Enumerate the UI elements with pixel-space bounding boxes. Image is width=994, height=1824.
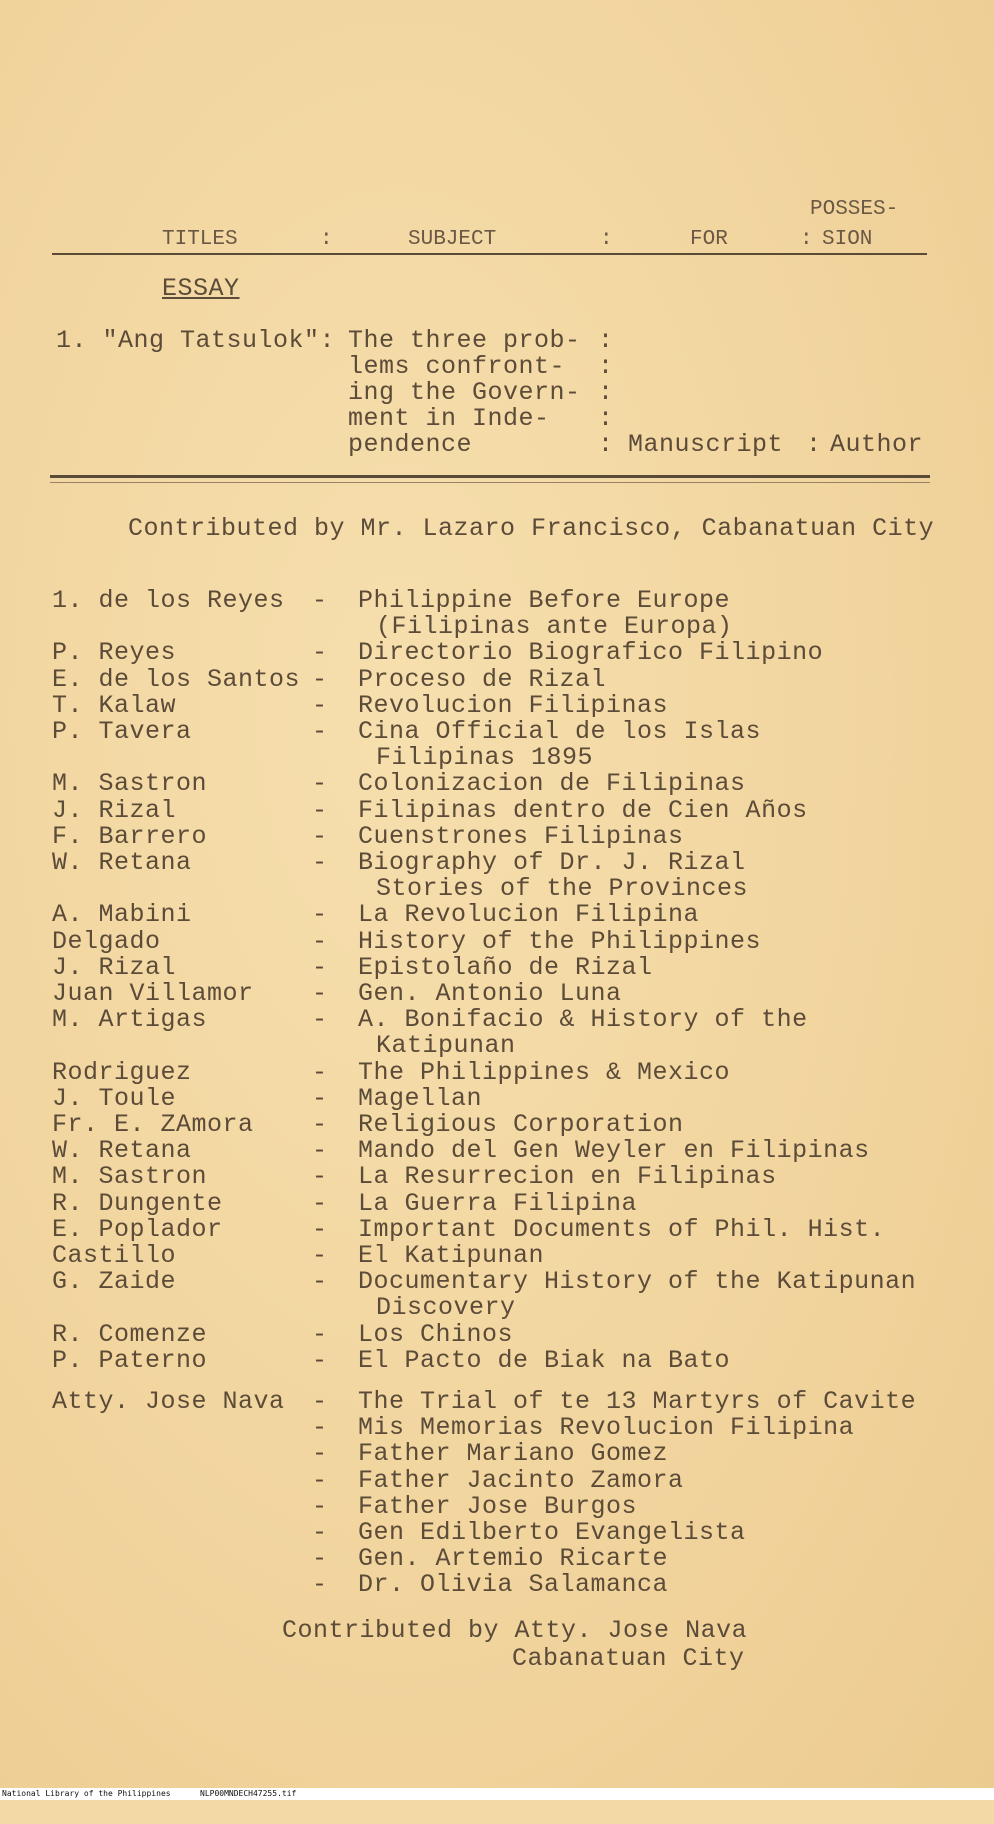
section-rule <box>50 482 930 483</box>
nava-dash: - <box>312 1544 328 1573</box>
essay-colon: : <box>598 326 614 355</box>
book-title: El Pacto de Biak na Bato <box>358 1346 731 1375</box>
book-dash: - <box>312 1346 328 1375</box>
nava-title: Father Jacinto Zamora <box>358 1466 684 1495</box>
book-title: A. Bonifacio & History of the <box>358 1005 808 1034</box>
book-author: E. Poplador <box>52 1215 223 1244</box>
book-dash: - <box>312 1215 328 1244</box>
book-author: M. Artigas <box>52 1005 208 1034</box>
book-title: Magellan <box>358 1084 483 1113</box>
book-dash: - <box>312 1005 328 1034</box>
nava-dash: - <box>312 1518 328 1547</box>
nava-dash: - <box>312 1492 328 1521</box>
subject-header: SUBJECT <box>408 228 497 251</box>
header-separator: : <box>320 228 333 251</box>
book-author: Castillo <box>52 1241 177 1270</box>
header-rule <box>52 253 927 255</box>
essay-heading: ESSAY <box>162 274 240 303</box>
book-title: Los Chinos <box>358 1320 514 1349</box>
book-title: Philippine Before Europe <box>358 586 731 615</box>
nava-title: Gen Edilberto Evangelista <box>358 1518 746 1547</box>
book-dash: - <box>312 1241 328 1270</box>
book-title: Filipinas 1895 <box>376 743 594 772</box>
nava-dash: - <box>312 1570 328 1599</box>
essay-subject-line: ing the Govern- <box>348 378 581 407</box>
book-author: J. Rizal <box>52 796 177 825</box>
book-author: E. de los Santos <box>52 665 301 694</box>
book-title: La Resurrecion en Filipinas <box>358 1162 777 1191</box>
nava-dash: - <box>312 1387 328 1416</box>
nava-dash: - <box>312 1439 328 1468</box>
nava-title: Father Mariano Gomez <box>358 1439 669 1468</box>
possession-header-bottom: SION <box>822 228 873 251</box>
book-author: J. Rizal <box>52 953 177 982</box>
library-label: National Library of the Philippines <box>2 1789 171 1798</box>
book-title: Colonizacion de Filipinas <box>358 769 746 798</box>
nava-dash: - <box>312 1466 328 1495</box>
book-title: Documentary History of the Katipunan <box>358 1267 917 1296</box>
essay-colon: : <box>598 352 614 381</box>
book-dash: - <box>312 1320 328 1349</box>
book-author: 1. de los Reyes <box>52 586 285 615</box>
book-dash: - <box>312 796 328 825</box>
essay-subject-line: lems confront- <box>348 352 566 381</box>
book-dash: - <box>312 822 328 851</box>
book-title: History of the Philippines <box>358 927 762 956</box>
book-dash: - <box>312 717 328 746</box>
book-dash: - <box>312 638 328 667</box>
book-title: Cuenstrones Filipinas <box>358 822 684 851</box>
book-title: Discovery <box>376 1293 516 1322</box>
contribution-line: Contributed by Atty. Jose Nava <box>282 1616 748 1645</box>
book-title: Important Documents of Phil. Hist. <box>358 1215 886 1244</box>
book-title: Directorio Biografico Filipino <box>358 638 824 667</box>
book-title: La Revolucion Filipina <box>358 900 700 929</box>
book-title: Epistolaño de Rizal <box>358 953 653 982</box>
book-author: R. Comenze <box>52 1320 208 1349</box>
book-title: Cina Official de los Islas <box>358 717 762 746</box>
possession-header-top: POSSES- <box>810 198 899 221</box>
essay-subject-line: ment in Inde- <box>348 404 550 433</box>
book-author: T. Kalaw <box>52 691 177 720</box>
essay-colon: : <box>598 378 614 407</box>
book-author: Juan Villamor <box>52 979 254 1008</box>
book-dash: - <box>312 1110 328 1139</box>
book-author: P. Paterno <box>52 1346 208 1375</box>
book-title: La Guerra Filipina <box>358 1189 638 1218</box>
essay-subject-line: The three prob- <box>348 326 581 355</box>
book-dash: - <box>312 586 328 615</box>
book-author: A. Mabini <box>52 900 192 929</box>
book-title: The Philippines & Mexico <box>358 1058 731 1087</box>
header-separator: : <box>600 228 613 251</box>
book-author: W. Retana <box>52 1136 192 1165</box>
book-author: R. Dungente <box>52 1189 223 1218</box>
contribution-city: Cabanatuan City <box>512 1644 745 1673</box>
contribution-line: Contributed by Mr. Lazaro Francisco, Cabanatuan City <box>128 514 935 543</box>
nava-title: Father Jose Burgos <box>358 1492 638 1521</box>
book-title: Proceso de Rizal <box>358 665 607 694</box>
book-dash: - <box>312 769 328 798</box>
essay-entry-title: 1. "Ang Tatsulok": <box>56 326 336 355</box>
titles-header: TITLES <box>162 228 238 251</box>
essay-subject-line: pendence <box>348 430 473 459</box>
book-title: Biography of Dr. J. Rizal <box>358 848 746 877</box>
book-title: Revolucion Filipinas <box>358 691 669 720</box>
scan-footer <box>0 1788 994 1800</box>
book-dash: - <box>312 1189 328 1218</box>
book-dash: - <box>312 1162 328 1191</box>
book-author: W. Retana <box>52 848 192 877</box>
essay-colon: : <box>598 430 614 459</box>
book-title: Religious Corporation <box>358 1110 684 1139</box>
section-rule <box>50 475 930 478</box>
file-label: NLP00MNDECH47255.tif <box>200 1789 297 1798</box>
for-header: FOR <box>690 228 728 251</box>
essay-possession: Author <box>830 430 924 459</box>
book-title: Mando del Gen Weyler en Filipinas <box>358 1136 870 1165</box>
nava-title: Gen. Artemio Ricarte <box>358 1544 669 1573</box>
book-author: Fr. E. ZAmora <box>52 1110 254 1139</box>
nava-title: Mis Memorias Revolucion Filipina <box>358 1413 855 1442</box>
book-title: El Katipunan <box>358 1241 545 1270</box>
book-dash: - <box>312 848 328 877</box>
book-author: J. Toule <box>52 1084 177 1113</box>
book-dash: - <box>312 953 328 982</box>
book-dash: - <box>312 691 328 720</box>
book-dash: - <box>312 1058 328 1087</box>
book-author: Delgado <box>52 927 161 956</box>
book-author: M. Sastron <box>52 1162 208 1191</box>
nava-author: Atty. Jose Nava <box>52 1387 285 1416</box>
book-dash: - <box>312 1267 328 1296</box>
nava-dash: - <box>312 1413 328 1442</box>
book-dash: - <box>312 927 328 956</box>
book-dash: - <box>312 1084 328 1113</box>
book-author: P. Reyes <box>52 638 177 667</box>
book-dash: - <box>312 979 328 1008</box>
essay-for: Manuscript <box>628 430 784 459</box>
essay-colon: : <box>598 404 614 433</box>
book-title: Katipunan <box>376 1031 516 1060</box>
book-author: M. Sastron <box>52 769 208 798</box>
book-author: F. Barrero <box>52 822 208 851</box>
book-author: P. Tavera <box>52 717 192 746</box>
book-dash: - <box>312 1136 328 1165</box>
essay-colon: : <box>806 430 822 459</box>
book-dash: - <box>312 665 328 694</box>
book-dash: - <box>312 900 328 929</box>
book-title: Stories of the Provinces <box>376 874 749 903</box>
book-title: Gen. Antonio Luna <box>358 979 622 1008</box>
book-title: (Filipinas ante Europa) <box>376 612 733 641</box>
book-title: Filipinas dentro de Cien Años <box>358 796 808 825</box>
book-author: G. Zaide <box>52 1267 177 1296</box>
nava-title: Dr. Olivia Salamanca <box>358 1570 669 1599</box>
book-author: Rodriguez <box>52 1058 192 1087</box>
header-separator: : <box>800 228 813 251</box>
nava-title: The Trial of te 13 Martyrs of Cavite <box>358 1387 917 1416</box>
